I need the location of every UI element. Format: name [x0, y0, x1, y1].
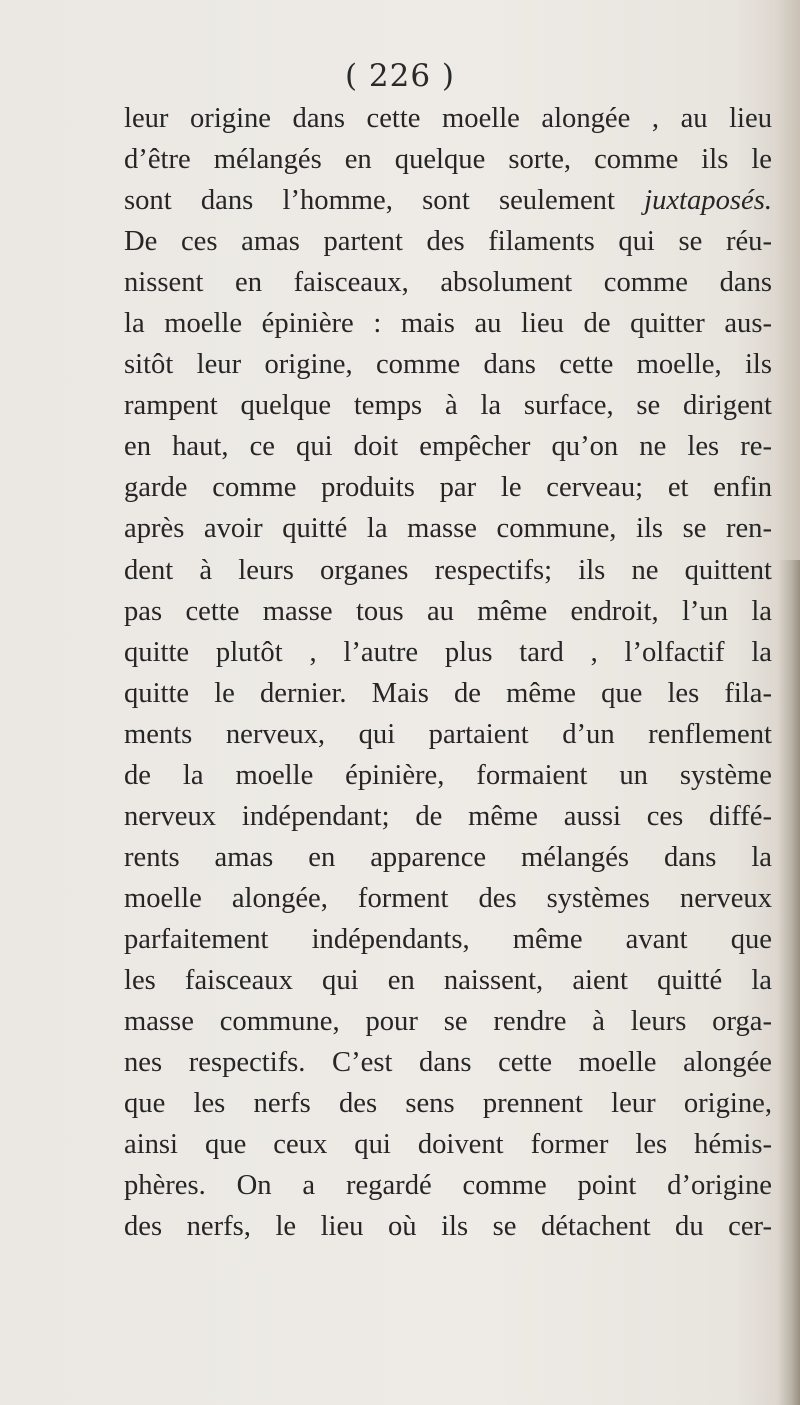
- page-edge-shadow: [778, 560, 800, 1405]
- text-line: garde comme produits par le cerveau; et enfin: [124, 472, 772, 504]
- text-line: après avoir quitté la masse commune, ils se ren-: [124, 513, 772, 545]
- text-line: leur origine dans cette moelle alongée , au lieu: [124, 103, 772, 134]
- text-line: nerveux indépendant; de même aussi ces diffé-: [124, 800, 772, 832]
- text-line: nissent en faisceaux, absolument comme dans: [124, 267, 772, 299]
- text-line: quitte le dernier. Mais de même que les fila-: [124, 677, 772, 709]
- text-line: ainsi que ceux qui doivent former les hémis-: [124, 1129, 772, 1161]
- text-line: ments nerveux, qui partaient d’un renflement: [124, 718, 772, 750]
- text-line: la moelle épinière : mais au lieu de quitter aus-: [124, 308, 772, 340]
- text-line: pas cette masse tous au même endroit, l’un la: [124, 595, 772, 627]
- page-number-header: ( 226 ): [344, 58, 456, 94]
- body-text: [124, 98, 772, 1247]
- text-line: De ces amas partent des filaments qui se réu-: [124, 226, 772, 258]
- text-line: d’être mélangés en quelque sorte, comme ils le: [124, 144, 772, 176]
- text-line: quitte plutôt , l’autre plus tard , l’olfactif la: [124, 636, 772, 668]
- text-line: nes respectifs. C’est dans cette moelle alongée: [124, 1047, 772, 1079]
- text-line: rampent quelque temps à la surface, se dirigent: [124, 390, 772, 422]
- text-line: que les nerfs des sens prennent leur origine,: [124, 1088, 772, 1120]
- text-line: sont dans l’homme, sont seulement juxtaposés.: [124, 185, 772, 217]
- text-line: parfaitement indépendants, même avant que: [124, 923, 772, 955]
- text-line: des nerfs, le lieu où ils se détachent du cer-: [124, 1211, 772, 1243]
- text-line: phères. On a regardé comme point d’origine: [124, 1170, 772, 1202]
- text-line: rents amas en apparence mélangés dans la: [124, 841, 772, 873]
- text-line: dent à leurs organes respectifs; ils ne quittent: [124, 554, 772, 586]
- text-line: moelle alongée, forment des systèmes nerveux: [124, 882, 772, 914]
- italic-word: juxtaposés.: [644, 185, 772, 217]
- text-line: en haut, ce qui doit empêcher qu’on ne les re-: [124, 431, 772, 463]
- text-line: sitôt leur origine, comme dans cette moelle, ils: [124, 349, 772, 381]
- text-line: de la moelle épinière, formaient un système: [124, 759, 772, 791]
- text-line: masse commune, pour se rendre à leurs orga-: [124, 1006, 772, 1038]
- text-line: les faisceaux qui en naissent, aient quitté la: [124, 964, 772, 996]
